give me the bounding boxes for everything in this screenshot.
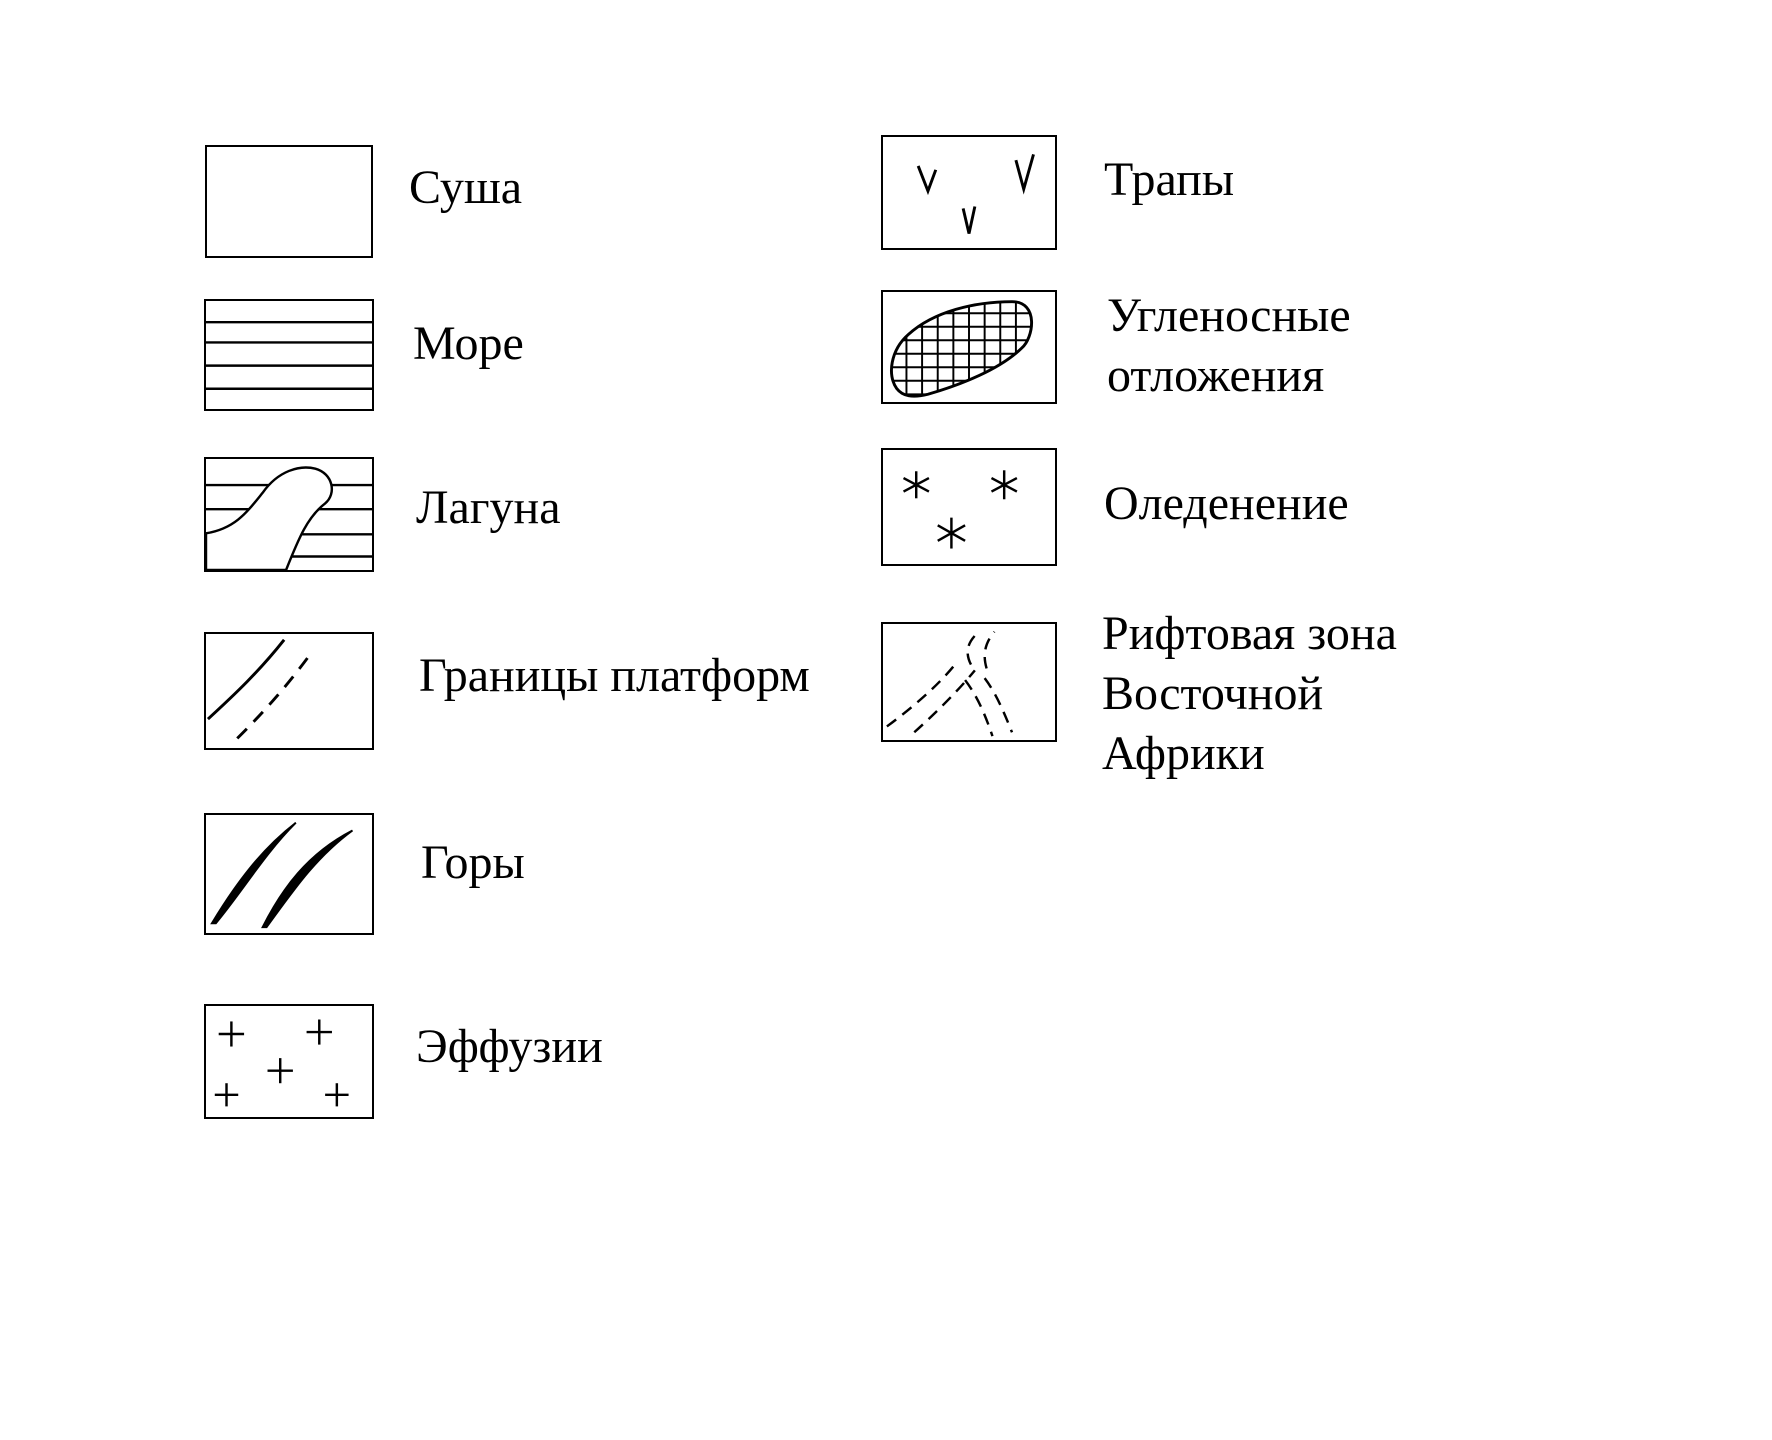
legend-label-coal-deposits <box>1107 286 1351 406</box>
rift-zone-symbol <box>881 622 1057 742</box>
coal-deposits-symbol <box>881 290 1057 404</box>
lagoon-symbol <box>204 457 374 572</box>
land-symbol <box>205 145 373 258</box>
legend-label-platform-boundaries: Границы платформ <box>419 649 810 702</box>
traps-symbol <box>881 135 1057 250</box>
coal-deposits-label-line-2: отложения <box>1107 349 1325 402</box>
legend-label-lagoon: Лагуна <box>416 481 561 534</box>
glaciation-symbol <box>881 448 1057 566</box>
legend-label-glaciation: Оледенение <box>1104 477 1349 530</box>
legend-label-land: Суша <box>409 161 523 214</box>
legend-label-effusions: Эффузии <box>416 1020 603 1073</box>
coal-deposits-label-line-1: Угленосные <box>1107 289 1351 342</box>
rift-zone-label-line-1: Рифтовая зона <box>1102 607 1397 660</box>
sea-symbol <box>204 299 374 411</box>
legend-label-rift-zone <box>1102 604 1397 784</box>
legend-label-mountains: Горы <box>421 836 525 889</box>
rift-zone-label-line-2: Восточной <box>1102 667 1324 720</box>
effusions-symbol <box>204 1004 374 1119</box>
mountains-symbol <box>204 813 374 935</box>
rift-zone-label-line-3: Африки <box>1102 727 1265 780</box>
legend-label-sea: Море <box>413 317 524 370</box>
legend-label-traps: Трапы <box>1104 153 1235 206</box>
platform-boundaries-symbol <box>204 632 374 750</box>
